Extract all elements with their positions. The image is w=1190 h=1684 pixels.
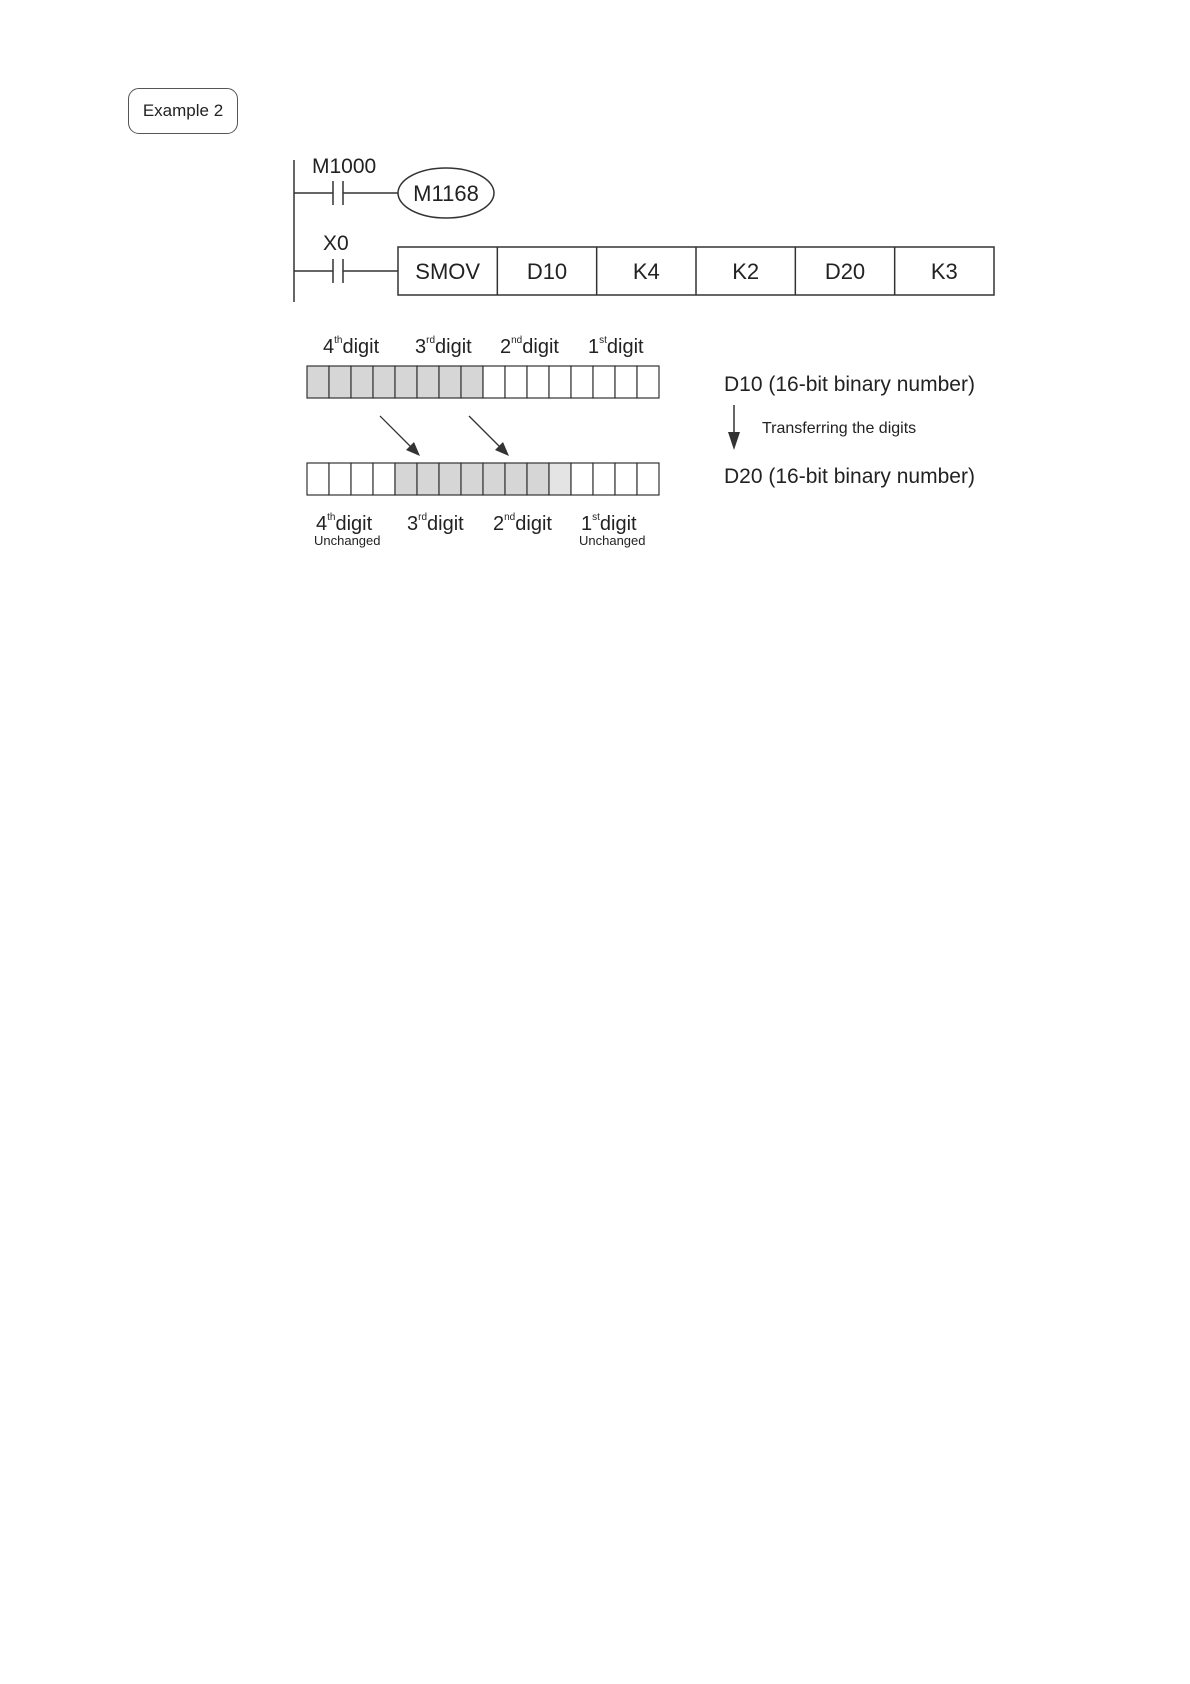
example-badge: Example 2 [128,88,238,134]
digit-label: 2nddigit [500,335,559,358]
rung2-contact-label: X0 [323,232,349,255]
transfer-down-arrow-head [728,432,740,450]
instruction-operand: D10 [526,259,568,284]
bit-cell [593,366,615,398]
bit-cell [571,366,593,398]
bit-cell [373,463,395,495]
instruction-operand: SMOV [415,259,481,284]
digit-note: Unchanged [579,533,646,548]
dest-register [307,463,659,495]
instruction-operand: K2 [732,259,760,284]
bit-cell [527,366,549,398]
digit-label: 4thdigit [323,335,380,358]
bit-cell [439,463,461,495]
bit-cell [483,366,505,398]
source-register-label: D10 (16-bit binary number) [724,373,975,396]
dest-register-label: D20 (16-bit binary number) [724,465,975,488]
bit-cell [549,463,571,495]
bit-cell [351,366,373,398]
rung1-contact-label: M1000 [312,155,377,178]
digit-label: 4thdigit [316,512,373,535]
bit-cell [395,366,417,398]
digit-note: Unchanged [314,533,381,548]
bit-cell [307,366,329,398]
bottom-digit-labels [314,512,646,548]
transfer-label: Transferring the digits [762,420,917,437]
bit-cell [373,366,395,398]
bit-cell [461,463,483,495]
bit-cell [505,463,527,495]
digit-label: 1stdigit [581,512,637,535]
bit-cell [637,366,659,398]
digit-label: 3rddigit [407,512,464,535]
bit-cell [571,463,593,495]
transfer-arrow-2 [469,416,501,448]
bit-cell [615,463,637,495]
digit-label: 1stdigit [588,335,644,358]
bit-cell [637,463,659,495]
bit-cell [329,463,351,495]
bit-cell [549,366,571,398]
bit-cell [439,366,461,398]
bit-cell [417,366,439,398]
bit-cell [593,463,615,495]
transfer-arrow-1 [380,416,412,448]
bit-cell [329,366,351,398]
bit-cell [615,366,637,398]
top-digit-labels [323,335,644,358]
digit-label: 3rddigit [415,335,472,358]
source-register [307,366,659,398]
instruction-operand: K3 [930,259,958,284]
bit-cell [417,463,439,495]
instruction-operand: K4 [632,259,660,284]
rung1-coil-label: M1168 [413,181,479,206]
digit-label: 2nddigit [493,512,552,535]
bit-cell [351,463,373,495]
transfer-arrows [380,416,509,456]
bit-cell [505,366,527,398]
instruction-operand: D20 [824,259,866,284]
bit-cell [461,366,483,398]
bit-cell [527,463,549,495]
bit-cell [307,463,329,495]
bit-cell [483,463,505,495]
bit-cell [395,463,417,495]
